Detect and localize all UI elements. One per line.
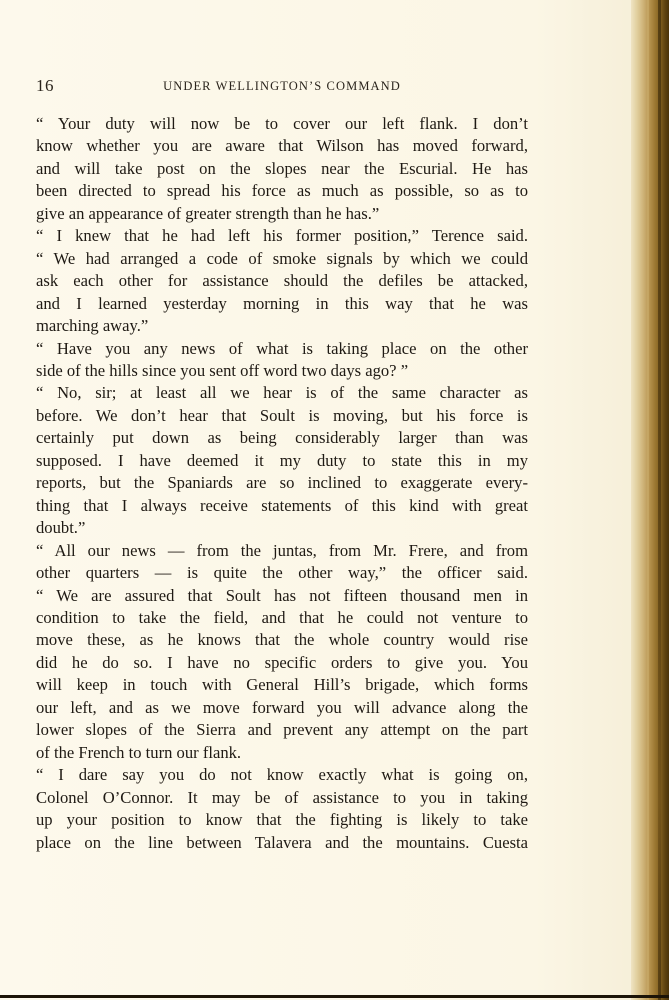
- text-line: will keep in touch with General Hill’s brigade, which forms: [36, 675, 528, 695]
- running-title: UNDER WELLINGTON’S COMMAND: [163, 79, 401, 93]
- text-line: “ No, sir; at least all we hear is of the same character as: [36, 383, 528, 403]
- text-line: supposed. I have deemed it my duty to state this in my: [36, 450, 528, 470]
- page-edge-binding: [631, 0, 669, 1000]
- body-text: [36, 113, 528, 854]
- text-line: other quarters — is quite the other way,” the officer said.: [36, 563, 528, 583]
- text-line: side of the hills since you sent off word two days ago? ”: [36, 360, 409, 380]
- text-line: reports, but the Spaniards are so inclined to exaggerate every-: [36, 473, 528, 493]
- page-edge-shadow: [658, 0, 661, 1000]
- text-line: lower slopes of the Sierra and prevent any attempt on the part: [36, 720, 528, 740]
- text-line: “ I knew that he had left his former position,” Terence said.: [36, 226, 528, 246]
- text-line: “ Have you any news of what is taking place on the other: [36, 338, 528, 358]
- text-line: “ We had arranged a code of smoke signals by which we could: [36, 248, 528, 268]
- text-line: and will take post on the slopes near the Escurial. He has: [36, 158, 528, 178]
- text-line: give an appearance of greater strength than he has.”: [36, 203, 380, 223]
- text-line: of the French to turn our flank.: [36, 742, 242, 762]
- text-line: before. We don’t hear that Soult is moving, but his force is: [36, 405, 528, 425]
- text-line: did he do so. I have no specific orders to give you. You: [36, 652, 528, 672]
- page-header: [36, 76, 528, 98]
- text-line: our left, and as we move forward you will advance along the: [36, 697, 528, 717]
- text-line: “ I dare say you do not know exactly what is going on,: [36, 765, 528, 785]
- text-line: know whether you are aware that Wilson has moved forward,: [36, 136, 528, 156]
- page-edge-highlight: [647, 0, 649, 1000]
- text-line: Colonel O’Connor. It may be of assistance to you in taking: [36, 787, 528, 807]
- text-line: thing that I always receive statements of this kind with great: [36, 495, 528, 515]
- text-line: move these, as he knows that the whole country would rise: [36, 630, 528, 650]
- text-line: up your position to know that the fighting is likely to take: [36, 810, 528, 830]
- text-line: doubt.”: [36, 518, 86, 538]
- text-line: place on the line between Talavera and the mountains. Cuesta: [36, 832, 528, 852]
- text-line: “ We are assured that Soult has not fifteen thousand men in: [36, 585, 528, 605]
- text-line: been directed to spread his force as much as possible, so as to: [36, 181, 528, 201]
- page-number: 16: [36, 76, 54, 95]
- text-line: ask each other for assistance should the defiles be attacked,: [36, 271, 528, 291]
- text-line: certainly put down as being considerably larger than was: [36, 428, 528, 448]
- bottom-border: [0, 995, 669, 998]
- text-line: and I learned yesterday morning in this way that he was: [36, 293, 528, 313]
- text-line: condition to take the field, and that he could not venture to: [36, 607, 528, 627]
- text-line: marching away.”: [36, 316, 149, 336]
- text-line: “ Your duty will now be to cover our left flank. I don’t: [36, 114, 528, 133]
- text-line: “ All our news — from the juntas, from Mr. Frere, and from: [36, 540, 528, 560]
